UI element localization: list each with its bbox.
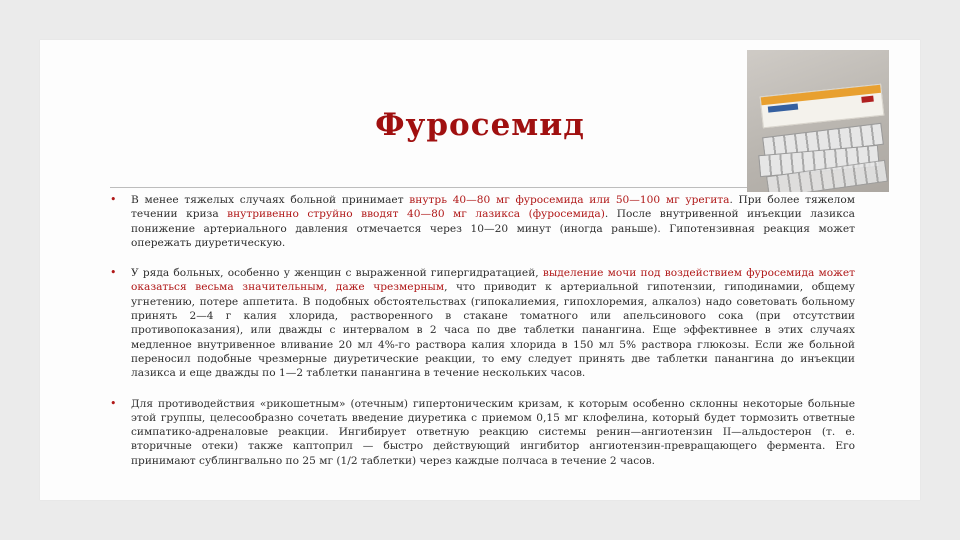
text-span: В менее тяжелых случаях больной принимает <box>131 194 410 206</box>
bullet-paragraph <box>110 397 855 468</box>
slide-title: Фуросемид <box>375 107 585 143</box>
furosemide-package-photo <box>747 50 889 192</box>
bullet-list <box>110 193 855 484</box>
text-span: . После внутривенной инъекции лазикса понижение артериального давления отмечается через 10—20 минут (иногда раньше). Гипотензивная реакция может опережать диуретическую. <box>131 208 855 249</box>
text-span: У ряда больных, особенно у женщин с выраженной гипергидратацией, <box>131 267 543 280</box>
highlighted-text: выделение мочи под воздействием фуросемида может оказаться весьма значительным, даже чрезмерным <box>131 267 856 294</box>
bullet-marker: • <box>110 266 117 280</box>
text-span: Для противодействия «рикошетным» (отечным) гипертоническим кризам, к которым особенно склонны некоторые больные этой группы, целесообразно сочетать введение диуретика с приемом 0,15 мг клофелина, который будет тормозить ответные симпатико-адреналовые реакции. Ингибирует ответную реакцию системы ренин—ангиотензин II—альдостерон (т. е. вторичные отеки) также каптоприл — быстро действующий ингибитор ангиотензин-превращающего фермента. Его принимают сублингвально по 25 мг (1/2 таблетки) через каждые полчаса в течение 2 часов. <box>131 397 855 467</box>
highlighted-text: внутрь 40—80 мг фуросемида или 50—100 мг урегита <box>409 194 730 206</box>
bullet-paragraph <box>110 266 855 380</box>
title-divider <box>110 187 850 188</box>
highlighted-text: внутривенно струйно вводят 40—80 мг лазикса (фуросемида) <box>227 208 605 221</box>
bullet-marker: • <box>110 396 117 410</box>
text-span: , что приводит к артериальной гипотензии, гиподинамии, общему угнетению, потере аппетита. В подобных обстоятельствах (гипокалиемия, гипохлоремия, алкалоз) надо советовать больному принять 2—4 г калия хлорида, растворенного в стакане томатного или апельсинового сока (при отсутствии противопоказания), или дважды с интервалом в 2 часа по две таблетки панангина. Еще эффективнее в этих случаях медленное внутривенное вливание 20 мл 4%-го раствора калия хлорида в 150 мл 5% раствора глюкозы. Если же больной переносил подобные чрезмерные диуретические реакции, то ему следует принять две таблетки панангина до инъекции лазикса и еще дважды по 1—2 таблетки панангина в течение нескольких часов. <box>131 281 855 380</box>
bullet-paragraph <box>110 193 855 250</box>
text-span: . При более тяжелом течении криза <box>131 194 855 221</box>
bullet-marker: • <box>110 193 117 206</box>
package-box <box>760 84 885 129</box>
